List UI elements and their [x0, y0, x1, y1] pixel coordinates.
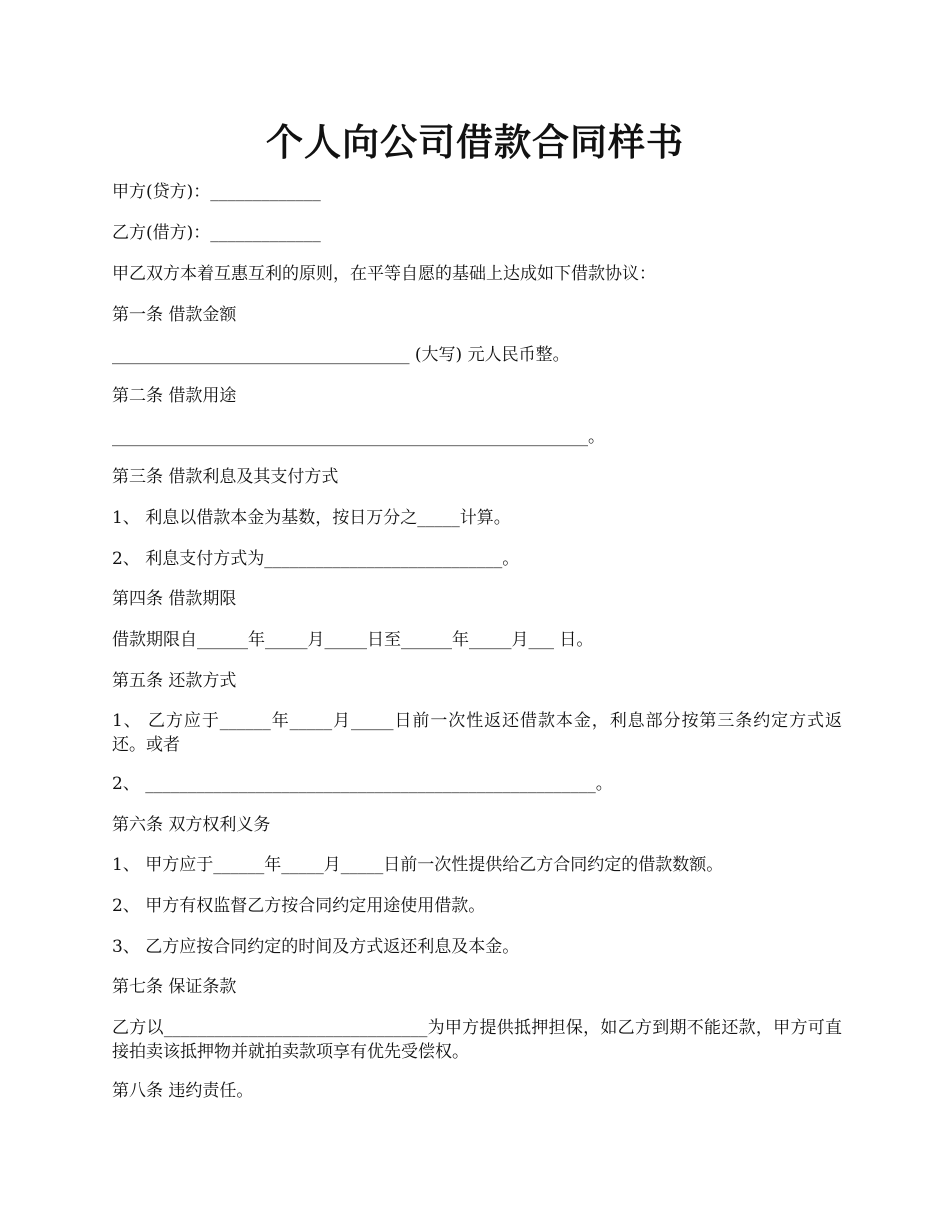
- article-6-item-2: 2、 甲方有权监督乙方按合同约定用途使用借款。: [112, 896, 486, 916]
- article-5-item-1: 1、 乙方应于______年_____月_____日前一次性返还借款本金，利息部分按第三条约定方式返还。或者: [112, 711, 842, 755]
- article-5-item-2: 2、 _____________________________________________________。: [112, 774, 613, 794]
- article-4-heading: 第四条 借款期限: [112, 589, 237, 609]
- agreement-intro: 甲乙双方本着互惠互利的原则，在平等自愿的基础上达成如下借款协议：: [112, 264, 656, 284]
- party-a-line: 甲方(贷方)：_____________: [112, 182, 321, 202]
- article-6-item-1: 1、 甲方应于______年_____月_____日前一次性提供给乙方合同约定的借款数额。: [112, 855, 724, 875]
- article-6-heading: 第六条 双方权利义务: [112, 815, 271, 835]
- article-3-item-1: 1、 利息以借款本金为基数，按日万分之_____计算。: [112, 508, 511, 528]
- article-4-content: 借款期限自______年_____月_____日至______年_____月___ 日。: [112, 630, 594, 650]
- article-8-heading: 第八条 违约责任。: [112, 1081, 254, 1101]
- article-1-content: ___________________________________ (大写) 元人民币整。: [112, 345, 570, 365]
- article-2-heading: 第二条 借款用途: [112, 386, 237, 406]
- document-title: 个人向公司借款合同样书: [266, 120, 684, 164]
- article-2-content: ________________________________________________________。: [112, 427, 605, 447]
- article-7-content: 乙方以_______________________________为甲方提供抵押担保，如乙方到期不能还款，甲方可直接拍卖该抵押物并就拍卖款项享有优先受偿权。: [112, 1018, 842, 1062]
- article-5-heading: 第五条 还款方式: [112, 671, 237, 691]
- article-7-heading: 第七条 保证条款: [112, 977, 237, 997]
- article-1-heading: 第一条 借款金额: [112, 305, 237, 325]
- article-6-item-3: 3、 乙方应按合同约定的时间及方式返还利息及本金。: [112, 937, 520, 957]
- article-3-item-2: 2、 利息支付方式为____________________________。: [112, 549, 520, 569]
- party-b-line: 乙方(借方)：_____________: [112, 223, 321, 243]
- article-3-heading: 第三条 借款利息及其支付方式: [112, 467, 339, 487]
